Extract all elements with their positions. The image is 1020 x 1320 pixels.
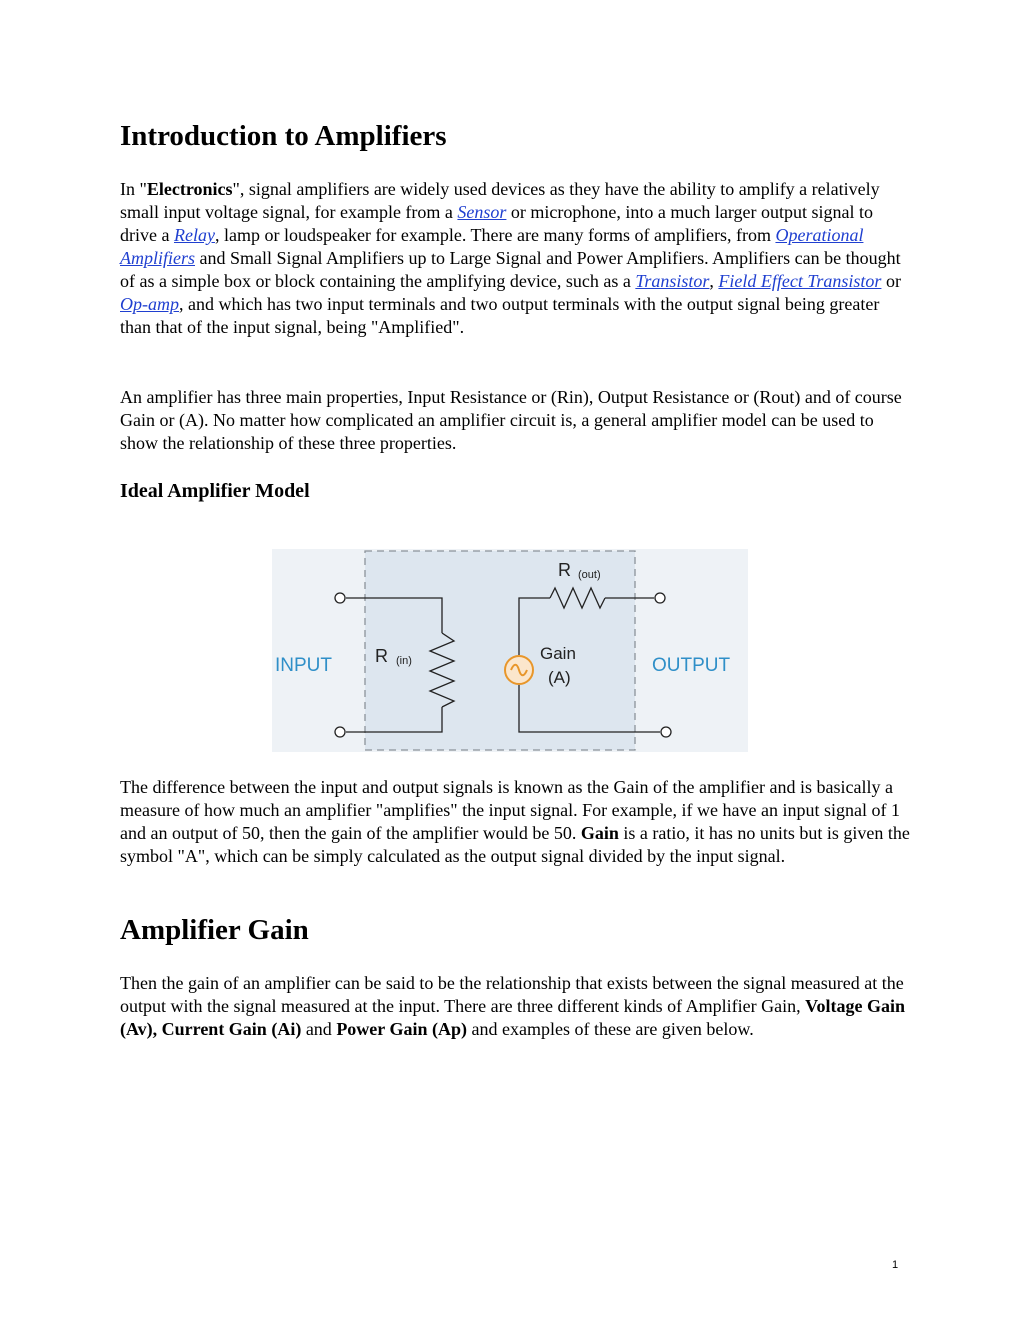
link-relay[interactable]: Relay	[173, 225, 215, 245]
output-label: OUTPUT	[652, 655, 731, 676]
output-terminal-bottom	[661, 727, 671, 737]
text: or microphone, into a much larger output signal to drive a	[120, 202, 874, 245]
rout-label: R	[558, 560, 571, 580]
bold-term: Voltage Gain (Av), Current Gain (Ai)	[120, 996, 905, 1039]
text: , and which has two input terminals and two output terminals with the output signal being greater than that of the input signal, being "Amplified".	[120, 294, 880, 337]
text: or	[881, 271, 901, 291]
bold-term: Gain	[580, 823, 619, 843]
bold-term: Power Gain (Ap)	[336, 1019, 467, 1039]
input-terminal-bottom	[335, 727, 345, 737]
link-op-amp[interactable]: Op-amp	[120, 294, 179, 314]
text: , lamp or loudspeaker for example. There are many forms of amplifiers, from	[214, 225, 776, 245]
bold-term: Electronics	[146, 179, 233, 199]
text: and Small Signal Amplifiers up to Large Signal and Power Amplifiers. Amplifiers can be thought of as a simple box or block containing the amplifying device, such as a	[120, 248, 901, 291]
gain-symbol-label: (A)	[548, 668, 571, 687]
amplifier-model-diagram	[272, 549, 748, 752]
text: The difference between the input and output signals is known as the Gain of the amplifier and is basically a measure of how much an amplifier "amplifies" the input signal. For example, if we have an input signal of 1 and an output of 50, then the gain of the amplifier would be 50.	[120, 777, 900, 843]
gain-paragraph	[120, 776, 910, 868]
intro-paragraph	[120, 178, 910, 339]
section-heading: Amplifier Gain	[120, 914, 309, 946]
text: ", signal amplifiers are widely used devices as they have the ability to amplify a relatively small input voltage signal, for example from a	[120, 179, 880, 222]
text: ,	[709, 271, 719, 291]
link-operational-amplifiers[interactable]: Operational Amplifiers	[120, 225, 864, 268]
gain-types-paragraph	[120, 972, 910, 1041]
input-label: INPUT	[275, 655, 332, 676]
rin-subscript: (in)	[396, 655, 412, 667]
text: and examples of these are given below.	[466, 1019, 754, 1039]
rout-subscript: (out)	[578, 569, 601, 581]
output-terminal-top	[655, 593, 665, 603]
section-subheading: Ideal Amplifier Model	[120, 480, 310, 502]
text: is a ratio, it has no units but is given the symbol "A", which can be simply calculated as the output signal divided by the input signal.	[120, 823, 910, 866]
page-title: Introduction to Amplifiers	[120, 120, 447, 152]
properties-paragraph: An amplifier has three main properties, Input Resistance or (Rin), Output Resistance or (Rout) and of course Gain or (A). No matter how complicated an amplifier circuit is, a general amplifier model can be used to show the relationship of these three properties.	[120, 387, 902, 453]
rin-label: R	[375, 646, 388, 666]
gain-label: Gain	[540, 644, 576, 663]
link-field-effect-transistor[interactable]: Field Effect Transistor	[718, 271, 882, 291]
text: and	[301, 1019, 337, 1039]
link-transistor[interactable]: Transistor	[635, 271, 710, 291]
text: Then the gain of an amplifier can be said to be the relationship that exists between the signal measured at the output with the signal measured at the input. There are three different kinds of Amplifier Gain,	[120, 973, 904, 1016]
input-terminal-top	[335, 593, 345, 603]
page-number: 1	[892, 1259, 899, 1271]
amplifier-circuit-svg	[272, 549, 748, 752]
link-sensor[interactable]: Sensor	[457, 202, 507, 222]
text: In "	[120, 179, 147, 199]
